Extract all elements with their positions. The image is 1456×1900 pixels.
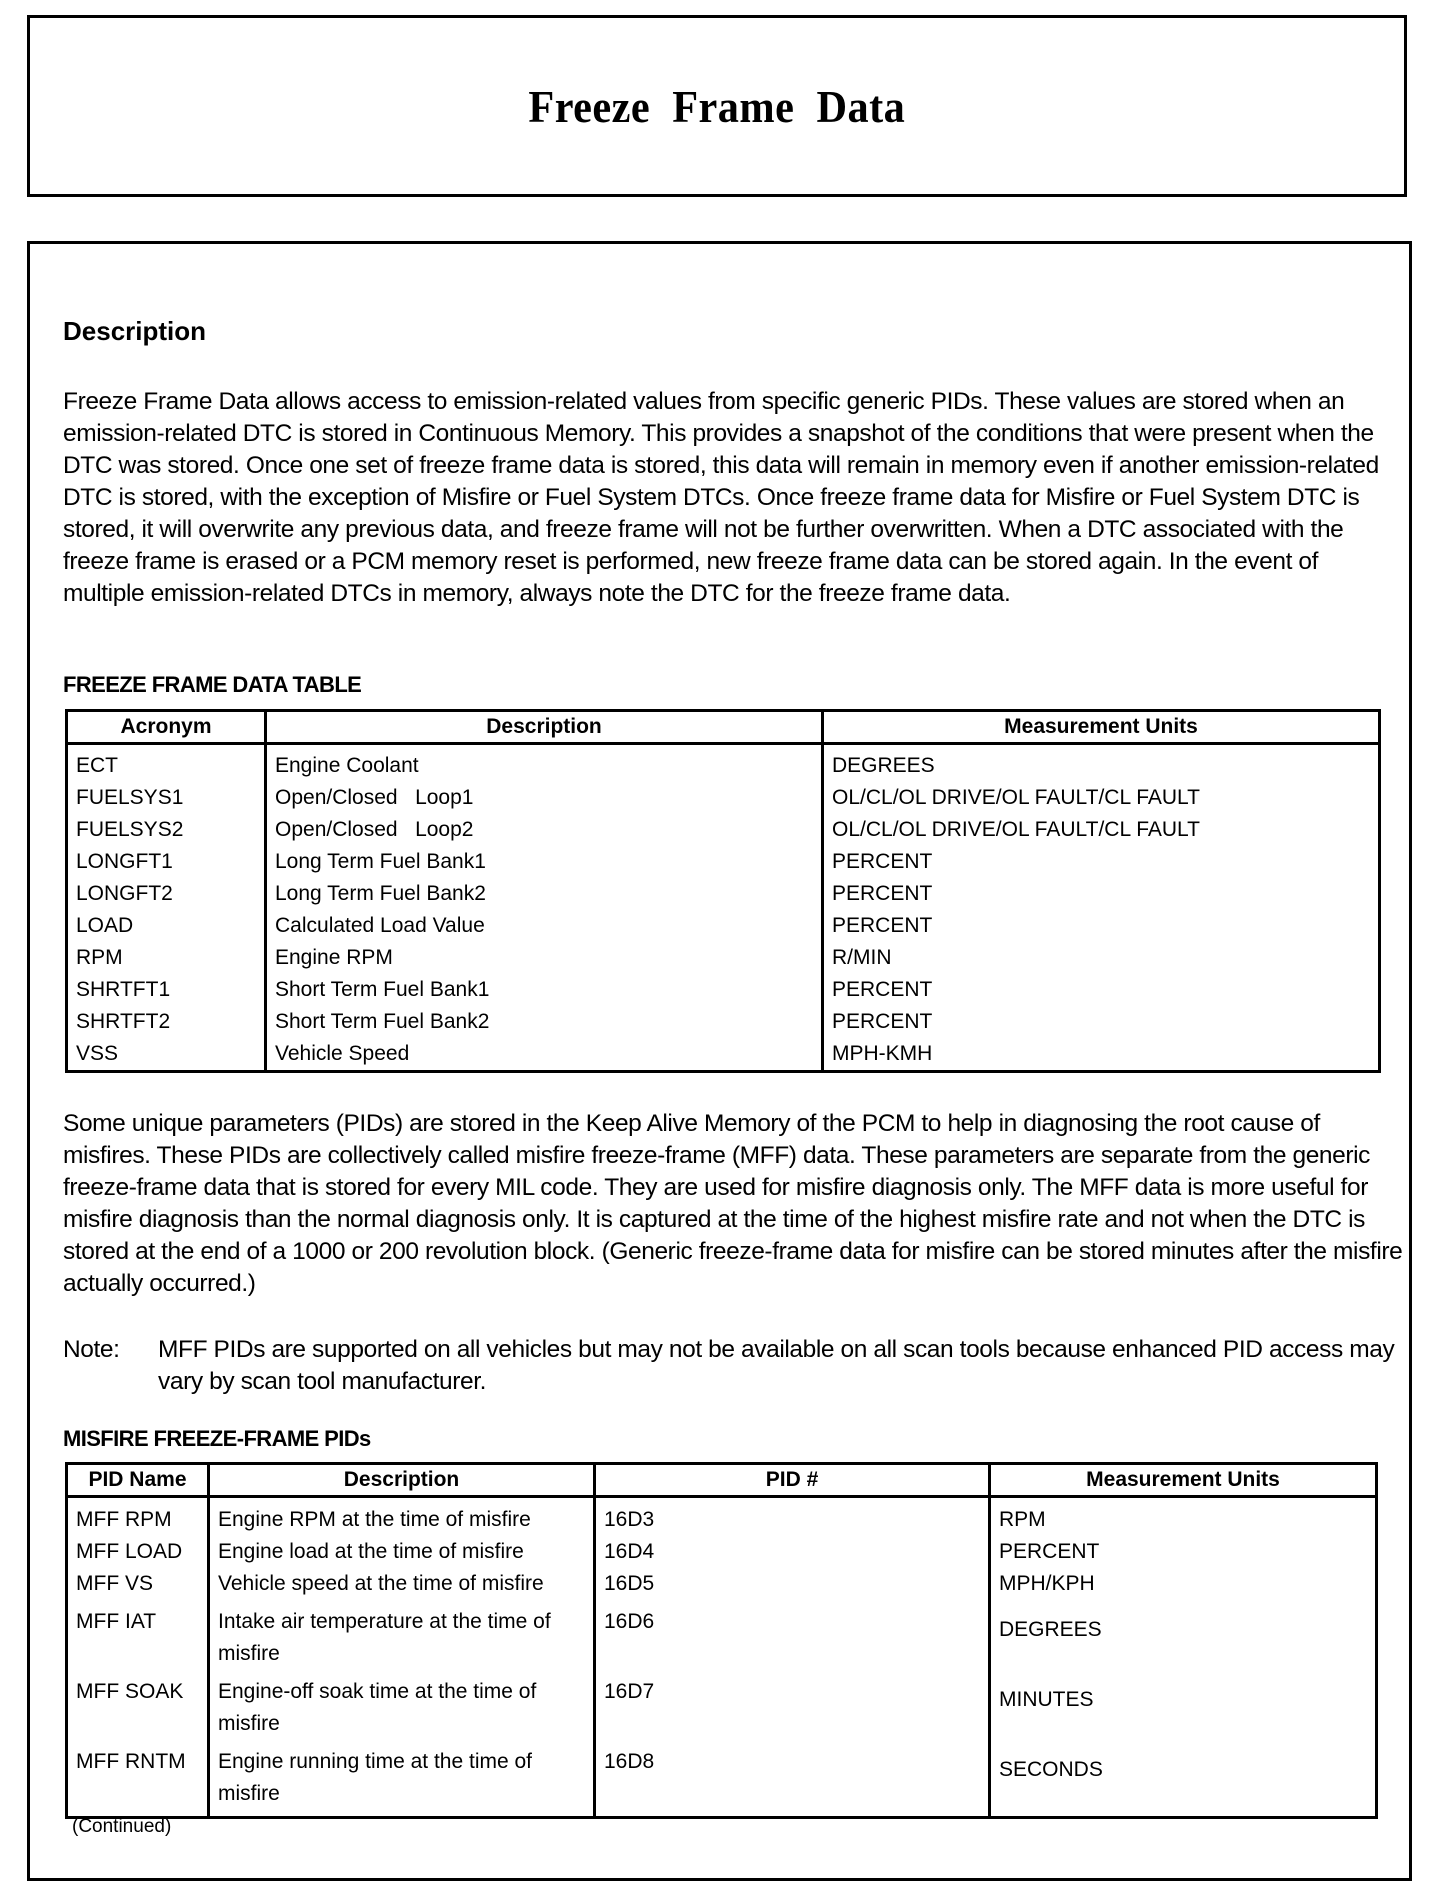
page-title: Freeze Frame Data: [528, 80, 906, 132]
note-text: MFF PIDs are supported on all vehicles but may not be available on all scan tools because enhanced PID access may vary by scan tool manufacturer.: [158, 1336, 1395, 1395]
table-row: [67, 782, 1380, 814]
table-row: [67, 1006, 1380, 1038]
mff-table-heading: MISFIRE FREEZE-FRAME PIDs: [63, 1426, 371, 1451]
pid-number-cell: 16D3: [595, 1497, 990, 1537]
table-row: [67, 846, 1380, 878]
note: [63, 1334, 1403, 1398]
pid-name-cell: MFF RPM: [76, 1508, 172, 1531]
acronym-cell: FUELSYS2: [76, 818, 184, 841]
column-header-units: Measurement Units: [990, 1464, 1377, 1497]
acronym-cell: LONGFT2: [76, 882, 173, 905]
units-cell: MPH/KPH: [990, 1568, 1377, 1606]
pid-number-cell: 16D5: [595, 1568, 990, 1606]
acronym-cell: SHRTFT2: [76, 1010, 171, 1033]
acronym-cell: SHRTFT1: [76, 978, 171, 1001]
description-paragraph: Freeze Frame Data allows access to emission-related values from specific generic PIDs. These values are stored when an emission-related DTC is stored in Continuous Memory. This provides a snapshot of the conditions that were present when the DTC was stored. Once one set of freeze frame data is stored, this data will remain in memory even if another emission-related DTC is stored, with the exception of Misfire or Fuel System DTCs. Once freeze frame data for Misfire or Fuel System DTC is stored, it will overwrite any previous data, and freeze frame will not be further overwritten. When a DTC associated with the freeze frame is erased or a PCM memory reset is performed, new freeze frame data can be stored again. In the event of multiple emission-related DTCs in memory, always note the DTC for the freeze frame data.: [63, 388, 1379, 607]
description-cell: Engine load at the time of misfire: [209, 1536, 595, 1568]
units-cell: PERCENT: [823, 974, 1380, 1006]
table-row: [67, 974, 1380, 1006]
table-row: [67, 942, 1380, 974]
description-cell: Vehicle Speed: [266, 1038, 823, 1072]
units-cell: PERCENT: [990, 1536, 1377, 1568]
pid-name-cell: MFF VS: [76, 1572, 153, 1595]
description-cell: Engine RPM at the time of misfire: [209, 1497, 595, 1537]
description-cell: Intake air temperature at the time of misfire: [209, 1606, 595, 1676]
units-cell: OL/CL/OL DRIVE/OL FAULT/CL FAULT: [823, 782, 1380, 814]
pid-number-cell: 16D4: [595, 1536, 990, 1568]
description-cell: Short Term Fuel Bank2: [266, 1006, 823, 1038]
units-cell: DEGREES: [990, 1606, 1377, 1676]
table-row: [67, 910, 1380, 942]
pid-name-cell: MFF IAT: [76, 1610, 157, 1633]
acronym-cell: FUELSYS1: [76, 786, 184, 809]
units-cell: PERCENT: [823, 878, 1380, 910]
table-row: [67, 1676, 1377, 1746]
table-row: [67, 814, 1380, 846]
acronym-cell: RPM: [76, 946, 123, 969]
units-cell: PERCENT: [823, 910, 1380, 942]
units-cell: PERCENT: [823, 846, 1380, 878]
column-header-units: Measurement Units: [823, 711, 1380, 744]
acronym-cell: VSS: [76, 1042, 119, 1065]
acronym-cell: LONGFT1: [76, 850, 173, 873]
column-header-pid-number: PID #: [595, 1464, 990, 1497]
description-cell: Long Term Fuel Bank1: [266, 846, 823, 878]
pid-number-cell: 16D8: [595, 1746, 990, 1818]
pid-number-cell: 16D6: [595, 1606, 990, 1676]
table-row: [67, 1568, 1377, 1606]
table-row: [67, 1746, 1377, 1818]
units-cell: OL/CL/OL DRIVE/OL FAULT/CL FAULT: [823, 814, 1380, 846]
pid-name-cell: MFF RNTM: [76, 1750, 186, 1773]
table-header-row: [67, 711, 1380, 744]
units-cell: PERCENT: [823, 1006, 1380, 1038]
freeze-frame-data-table: [65, 709, 1381, 1073]
freeze-frame-table-heading: FREEZE FRAME DATA TABLE: [63, 672, 362, 697]
column-header-description: Description: [209, 1464, 595, 1497]
table-row: [67, 1497, 1377, 1537]
description-cell: Open/Closed Loop1: [266, 782, 823, 814]
description-cell: Vehicle speed at the time of misfire: [209, 1568, 595, 1606]
mff-intro-paragraph: Some unique parameters (PIDs) are stored in the Keep Alive Memory of the PCM to help in diagnosing the root cause of misfires. These PIDs are collectively called misfire freeze-frame (MFF) data. These parameters are separate from the generic freeze-frame data that is stored for every MIL code. They are used for misfire diagnosis only. The MFF data is more useful for misfire diagnosis than the normal diagnosis only. It is captured at the time of the highest misfire rate and not when the DTC is stored at the end of a 1000 or 200 revolution block. (Generic freeze-frame data for misfire can be stored minutes after the misfire actually occurred.): [63, 1110, 1403, 1297]
description-cell: Calculated Load Value: [266, 910, 823, 942]
table-row: [67, 1536, 1377, 1568]
description-cell: Open/Closed Loop2: [266, 814, 823, 846]
note-label: Note:: [63, 1336, 120, 1363]
units-cell: DEGREES: [823, 744, 1380, 783]
table-row: [67, 878, 1380, 910]
continued-label: (Continued): [72, 1816, 172, 1837]
pid-name-cell: MFF SOAK: [76, 1680, 184, 1703]
content-frame: [27, 241, 1412, 1881]
column-header-pid-name: PID Name: [67, 1464, 209, 1497]
description-cell: Engine running time at the time of misfire: [209, 1746, 595, 1818]
description-heading: Description: [63, 316, 207, 346]
misfire-freeze-frame-table: [65, 1462, 1378, 1819]
description-cell: Engine RPM: [266, 942, 823, 974]
table-header-row: [67, 1464, 1377, 1497]
description-cell: Engine Coolant: [266, 744, 823, 783]
pid-number-cell: 16D7: [595, 1676, 990, 1746]
units-cell: MINUTES: [990, 1676, 1377, 1746]
units-cell: RPM: [990, 1497, 1377, 1537]
units-cell: SECONDS: [990, 1746, 1377, 1818]
column-header-description: Description: [266, 711, 823, 744]
acronym-cell: ECT: [76, 754, 118, 777]
acronym-cell: LOAD: [76, 914, 134, 937]
description-cell: Long Term Fuel Bank2: [266, 878, 823, 910]
column-header-acronym: Acronym: [67, 711, 266, 744]
pid-name-cell: MFF LOAD: [76, 1540, 183, 1563]
units-cell: MPH-KMH: [823, 1038, 1380, 1072]
units-cell: R/MIN: [823, 942, 1380, 974]
description-cell: Engine-off soak time at the time of misfire: [209, 1676, 595, 1746]
table-row: [67, 1038, 1380, 1072]
table-row: [67, 744, 1380, 783]
title-box: [27, 15, 1407, 197]
description-cell: Short Term Fuel Bank1: [266, 974, 823, 1006]
table-row: [67, 1606, 1377, 1676]
